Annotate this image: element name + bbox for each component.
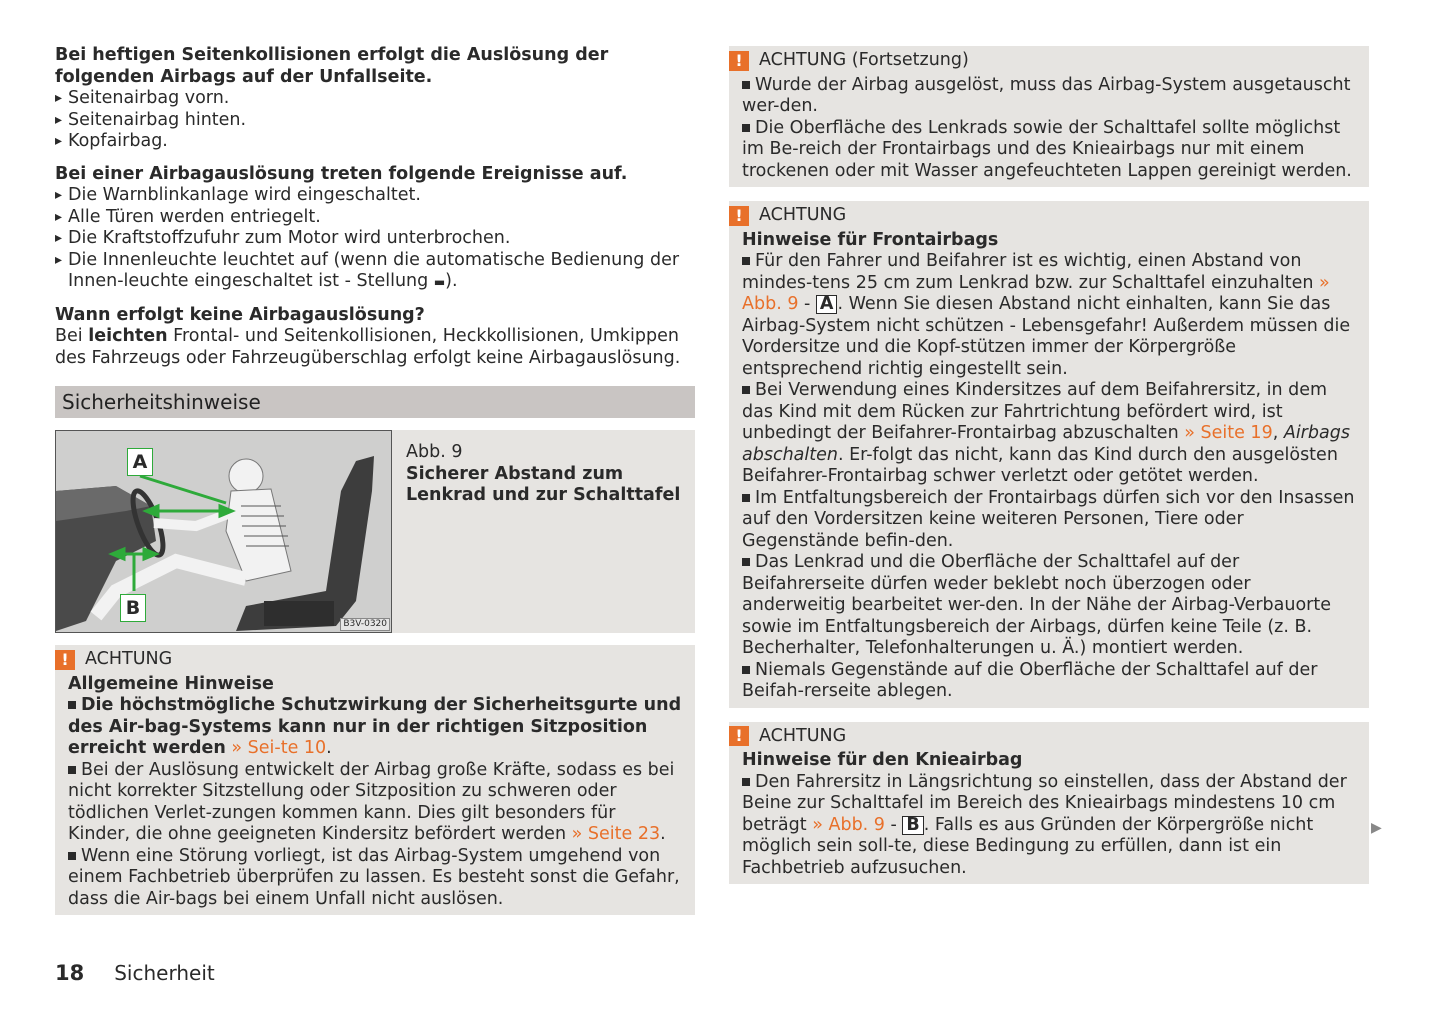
figure (55, 430, 695, 633)
caption-number: Abb. 9 (406, 442, 463, 462)
warning-box (729, 722, 1369, 885)
warning-item: Das Lenkrad und die Oberfläche der Schalttafel auf der Beifahrerseite dürfen weder beklebt noch überzogen oder anderweitig bearbeitet wer-den. In der Nähe der Airbag-Verbauorte sowie im Entfaltungsbereich der Airbags, dürfen keine Teile (z. B. Becherhalter, Telefonhalterungen u. Ä.) montiert werden. (742, 552, 1331, 658)
paragraph-heading: Bei heftigen Seitenkollisionen erfolgt die Auslösung der folgenden Airbags auf der Unfallseite. (55, 45, 609, 87)
warning-item: Den Fahrersitz in Längsrichtung so einstellen, dass der Abstand der Beine zur Schalttafel im Bereich des Knieairbags mindestens 10 cm beträgt » Abb. 9 - B . Falls es aus Gründen der Körpergröße nicht möglich sein soll-te, diese Bedingung zu erfüllen, dann ist ein Fachbetrieb aufzusuchen. (742, 771, 1347, 878)
page-link[interactable]: » Seite 23 (571, 824, 661, 844)
page-link[interactable]: » Seite 19 (1184, 423, 1273, 443)
warning-box (55, 645, 695, 915)
label-b: B (120, 594, 146, 622)
warning-icon: ! (55, 650, 75, 670)
list-item: ▸ Seitenairbag hinten. (55, 110, 695, 132)
figure-caption (392, 430, 695, 633)
warning-item: Die höchstmögliche Schutzwirkung der Sicherheitsgurte und des Air-bag-Systems kann nur in der richtigen Sitzposition erreicht werden » Sei-te 10. (68, 695, 682, 758)
label-a: A (127, 448, 153, 476)
warning-icon: ! (729, 726, 749, 746)
label-b-ref: B (902, 816, 923, 835)
interior-light-icon: ▬ (433, 275, 446, 289)
list-item: ▸ Die Innenleuchte leuchtet auf (wenn die automatische Bedienung der Innen-leuchte eingeschaltet ist - Stellung ▬). (55, 250, 695, 294)
warning-box (729, 46, 1369, 187)
warning-box (729, 201, 1369, 708)
warning-item: Bei Verwendung eines Kindersitzes auf dem Beifahrersitz, in dem das Kind mit dem Rücken zur Fahrtrichtung befördert wird, ist unbedingt der Beifahrer-Frontairbag abzuschalten » Seite 19, Airbags abschalten. Er-folgt das nicht, kann das Kind durch den ausgelösten Beifahrer-Frontairbag schwer verletzt oder getötet werden. (742, 380, 1350, 486)
seat-illustration (56, 431, 391, 632)
label-a-ref: A (816, 295, 838, 314)
list-item: ▸ Seitenairbag vorn. (55, 88, 695, 110)
warning-item: Bei der Auslösung entwickelt der Airbag große Kräfte, sodass es bei nicht korrekter Sitzstellung oder Sitzposition zu schweren oder tödlichen Verlet-zungen kommen kann. Dies gilt besonders für Kinder, die ohne geeigneten Kindersitz befördert werden » Seite 23. (68, 759, 675, 844)
warning-title: ACHTUNG (759, 725, 847, 746)
warning-header (729, 726, 1356, 748)
continue-arrow-icon: ▶ (1371, 820, 1382, 836)
right-column (729, 46, 1369, 884)
warning-icon: ! (729, 206, 749, 226)
figure-link[interactable]: » Abb. 9 (812, 814, 885, 835)
footer-section: Sicherheit (114, 961, 215, 985)
page-number: 18 (55, 961, 85, 985)
left-column (55, 45, 695, 915)
warning-title: ACHTUNG (85, 649, 173, 669)
warning-item: Wenn eine Störung vorliegt, ist das Airbag-System umgehend von einem Fachbetrieb überprüfen zu lassen. Es besteht sonst die Gefahr, dass die Air-bags bei einem Unfall nicht auslösen. (68, 845, 680, 909)
list-item: ▸ Die Warnblinkanlage wird eingeschaltet. (55, 185, 695, 207)
list-item: ▸ Die Kraftstoffzufuhr zum Motor wird unterbrochen. (55, 228, 695, 250)
warning-item: Für den Fahrer und Beifahrer ist es wichtig, einen Abstand von mindes-tens 25 cm zum Lenkrad bzw. zur Schalttafel einzuhalten » Abb. 9 - A . Wenn Sie diesen Abstand nicht einhalten, kann Sie das Airbag-System nicht schützen - Lebensgefahr! Außerdem müssen die Vordersitze und die Kopf-stützen immer der Körpergröße entsprechend richtig eingestellt sein. (742, 251, 1351, 379)
warning-header (729, 205, 1356, 227)
warning-title: ACHTUNG (759, 205, 847, 225)
warning-item: Im Entfaltungsbereich der Frontairbags dürfen sich vor den Insassen auf den Vordersitzen keine weiteren Personen, Tiere oder Gegenstände befin-den. (742, 487, 1355, 551)
warning-subtitle: Hinweise für den Knieairbag (742, 750, 1023, 770)
caption-title: Sicherer Abstand zum Lenkrad und zur Schalttafel (406, 463, 681, 505)
list-item: ▸ Kopfairbag. (55, 131, 695, 153)
list-item: ▸ Alle Türen werden entriegelt. (55, 207, 695, 229)
warning-item: Niemals Gegenstände auf die Oberfläche der Schalttafel auf der Beifah-rerseite ablegen. (742, 659, 1318, 701)
warning-header (55, 649, 682, 671)
warning-subtitle: Hinweise für Frontairbags (742, 229, 999, 250)
page-footer (55, 963, 215, 985)
warning-item: Die Oberfläche des Lenkrads sowie der Schalttafel sollte möglichst im Be-reich der Frontairbags und des Knieairbags nur mit einem trockenen oder mit Wasser angefeuchteten Lappen gereinigt werden. (742, 117, 1352, 181)
warning-icon: ! (729, 51, 749, 71)
figure-link[interactable]: » Abb. 9 (742, 272, 1330, 314)
warning-item: Wurde der Airbag ausgelöst, muss das Airbag-System ausgetauscht wer-den. (742, 74, 1351, 116)
paragraph-heading: Wann erfolgt keine Airbagauslösung? (55, 304, 425, 325)
warning-title: ACHTUNG (Fortsetzung) (759, 50, 969, 70)
warning-header (729, 50, 1356, 72)
figure-code: B3V-0320 (340, 618, 390, 631)
paragraph-heading: Bei einer Airbagauslösung treten folgende Ereignisse auf. (55, 163, 628, 184)
warning-subtitle: Allgemeine Hinweise (68, 673, 274, 694)
section-title: Sicherheitshinweise (55, 386, 695, 418)
paragraph: Bei leichten Frontal- und Seitenkollisionen, Heckkollisionen, Umkippen des Fahrzeugs oder Fahrzeugüberschlag erfolgt keine Airbagauslösung. (55, 326, 681, 368)
page-link[interactable]: » Sei-te 10 (231, 738, 327, 758)
figure-image (55, 430, 392, 633)
